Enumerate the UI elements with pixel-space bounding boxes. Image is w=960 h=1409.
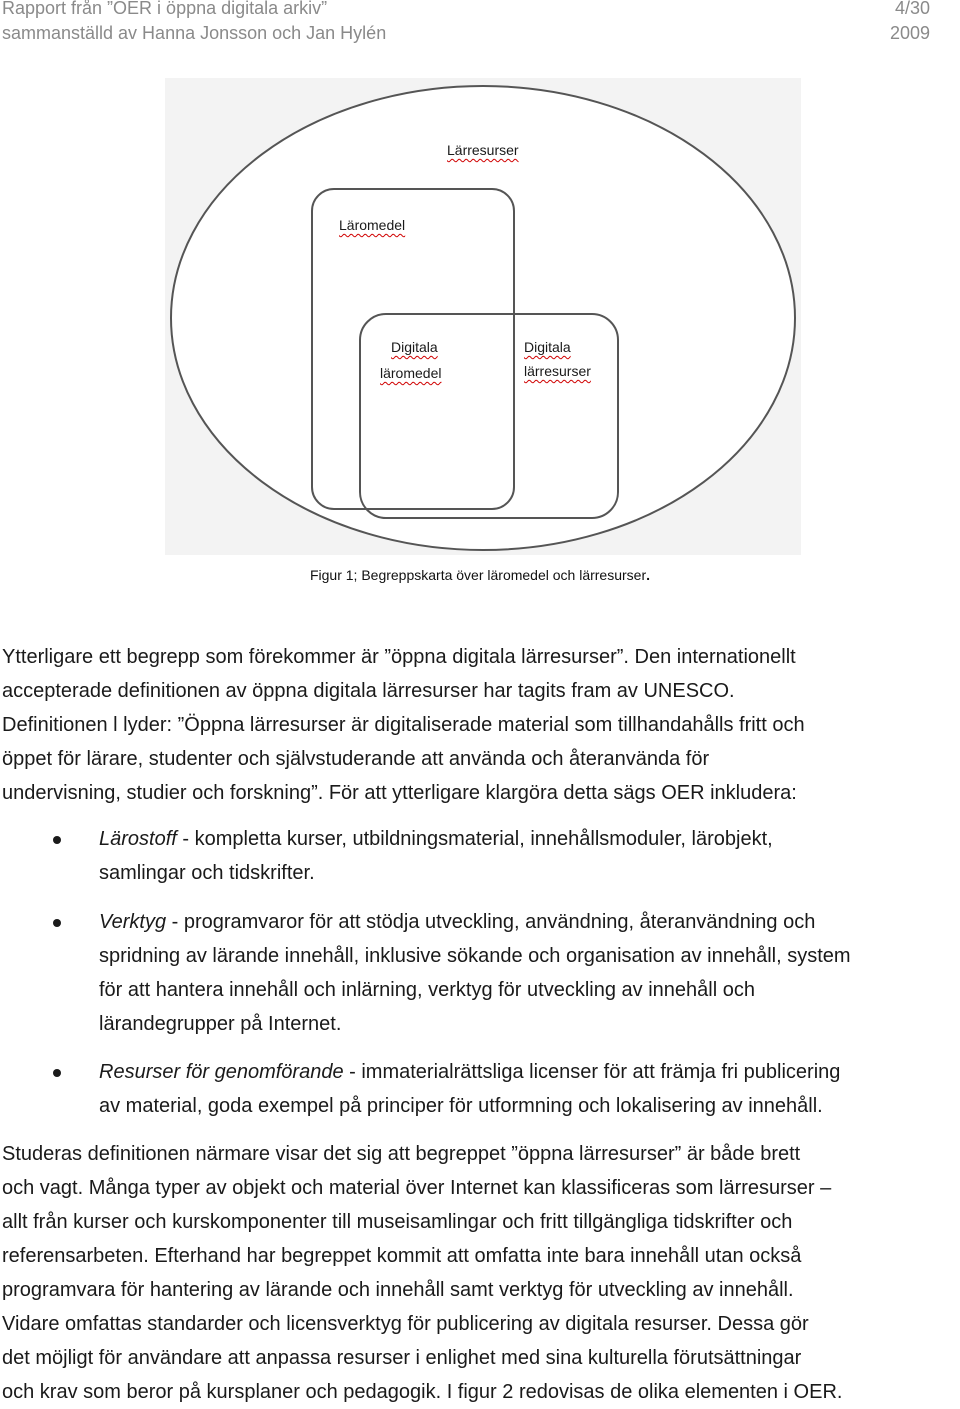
paragraph-definition-analysis [2,1137,960,1409]
paragraph-oer-definition [2,640,960,810]
label-digitala-laromedel-1: Digitala [391,339,438,355]
text-line: allt från kurser och kurskomponenter till museisamlingar och fritt tillgängliga tidskrifter och [2,1211,793,1233]
text-line: Studeras definitionen närmare visar det sig att begreppet ”öppna lärresurser” är både brett [2,1143,801,1165]
label-digitala-laromedel-2: läromedel [380,365,442,381]
list-item-term: Resurser för genomförande [99,1061,344,1083]
concept-map-figure [165,78,801,555]
text-line: accepterade definitionen av öppna digitala lärresurser har tagits fram av UNESCO. [2,680,735,702]
figure-caption: Figur 1; Begreppskarta över läromedel och lärresurser. [309,567,651,583]
report-authors: sammanställd av Hanna Jonsson och Jan Hylén [2,23,387,43]
text-line: undervisning, studier och forskning”. För att ytterligare klargöra detta sägs OER inkludera: [2,782,797,804]
list-item-term: Lärostoff [99,828,177,850]
bullet-icon [53,836,61,844]
page-number: 4/30 [894,0,930,18]
label-laromedel: Läromedel [339,217,406,233]
text-line: programvara för hantering av lärande och innehåll samt verktyg för utveckling av innehåll. [2,1279,794,1301]
list-item-term: Verktyg [99,911,167,933]
report-title: Rapport från ”OER i öppna digitala arkiv” [2,0,328,18]
text-line: och krav som beror på kursplaner och pedagogik. I figur 2 redovisas de olika elementen i OER. [2,1381,843,1403]
text-line: öppet för lärare, studenter och självstuderande att använda och återanvända för [2,748,710,770]
bullet-icon [53,919,61,927]
label-digitala-larresurser-1: Digitala [524,339,571,355]
label-larresurser: Lärresurser [447,142,519,158]
bullet-icon [53,1069,61,1077]
text-line: och vagt. Många typer av objekt och material över Internet kan klassificeras som lärresurser – [2,1177,832,1199]
text-line: referensarbeten. Efterhand har begreppet kommit att omfatta inte bara innehåll utan också [2,1245,802,1267]
label-digitala-larresurser-2: lärresurser [524,363,591,379]
text-line: Definitionen l lyder: ”Öppna lärresurser är digitaliserade material som tillhandahålls fritt och [2,714,805,736]
text-line: Ytterligare ett begrepp som förekommer är ”öppna digitala lärresurser”. Den internationellt [2,646,796,668]
report-year: 2009 [889,23,930,43]
text-line: Vidare omfattas standarder och licensverktyg för publicering av digitala resurser. Dessa gör [2,1313,809,1335]
text-line: det möjligt för användare att anpassa resurser i enlighet med sina kulturella förutsättningar [2,1347,802,1369]
page-header [0,0,960,50]
